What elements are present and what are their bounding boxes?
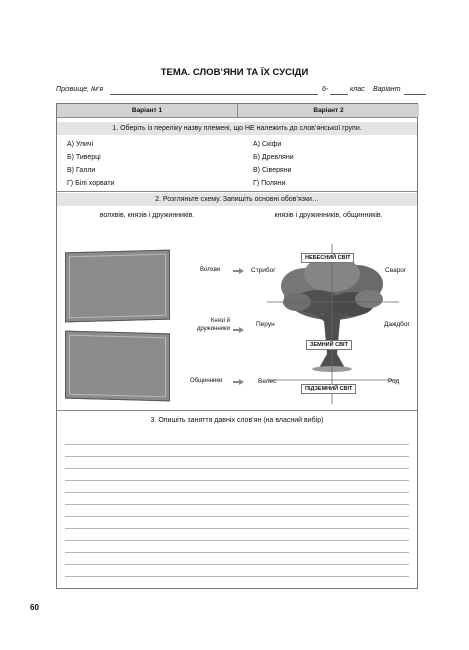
writing-line — [65, 468, 409, 469]
writing-line — [65, 456, 409, 457]
question-2-text: 2. Розгляньте схему. Запишіть основні обов’язки… — [57, 193, 417, 206]
god-dazhbog: Даждбог — [384, 321, 410, 328]
writing-line — [65, 528, 409, 529]
variant-1-options — [67, 138, 115, 190]
page-number: 60 — [30, 603, 39, 612]
world-label-heaven: НЕБЕСНИЙ СВІТ — [301, 253, 354, 263]
god-stribog: Стрибог — [251, 267, 276, 274]
writing-line — [65, 576, 409, 577]
option-v2-d[interactable]: Г) Поляни — [253, 180, 286, 187]
option-v1-a[interactable]: А) Уличі — [67, 141, 94, 148]
divider — [57, 410, 417, 411]
god-rod: Род — [388, 378, 400, 385]
grade-label: клас — [350, 86, 365, 93]
option-v1-d[interactable]: Г) Білі хорвати — [67, 180, 115, 187]
writing-line — [65, 540, 409, 541]
divider — [57, 191, 417, 192]
answer-board-1[interactable] — [65, 250, 170, 323]
writing-line — [65, 492, 409, 493]
god-perun: Перун — [256, 321, 275, 328]
question-1-text: 1. Оберіть із переліку назву племені, що НЕ належить до слов’янської групи. — [57, 122, 417, 135]
worksheet-table — [56, 103, 418, 589]
option-v1-c[interactable]: В) Галли — [67, 167, 96, 174]
variant-2-options — [253, 138, 294, 190]
divider — [57, 117, 417, 118]
option-v2-b[interactable]: Б) Древляни — [253, 154, 294, 161]
god-veles: Велес — [258, 378, 277, 385]
column-divider — [237, 104, 238, 117]
writing-line — [65, 504, 409, 505]
world-label-earth: ЗЕМНИЙ СВІТ — [306, 340, 352, 350]
option-v1-b[interactable]: Б) Тиверці — [67, 154, 101, 161]
name-field[interactable] — [110, 94, 318, 95]
writing-line — [65, 564, 409, 565]
group-label-princes: Князі й дружинники — [196, 318, 230, 332]
group-label-volkhvy: Волхви — [200, 267, 221, 273]
answer-board-2[interactable] — [65, 331, 170, 402]
variant-2-header: Варіант 2 — [238, 104, 419, 117]
question-2-variant-2-subhead: князів і дружинників, общинників. — [274, 212, 383, 219]
god-svarog: Сварог — [385, 267, 407, 274]
name-label: Прізвище, Ім’я — [56, 86, 104, 93]
variant-1-header: Варіант 1 — [57, 104, 237, 117]
question-2-variant-1-subhead: волхвів, князів і дружинників. — [99, 212, 195, 219]
writing-line — [65, 444, 409, 445]
name-field-label — [56, 86, 103, 93]
world-label-underworld: ПІДЗЕМНИЙ СВІТ — [301, 384, 356, 394]
writing-line — [65, 516, 409, 517]
arrow-icon — [239, 379, 244, 385]
grade-prefix: 6- — [322, 86, 329, 93]
variant-label: Варіант — [373, 86, 401, 93]
page-title: ТЕМА. СЛОВ’ЯНИ ТА ЇХ СУСІДИ — [160, 67, 309, 78]
group-label-community: Общинники — [190, 378, 223, 384]
arrow-icon — [239, 268, 244, 274]
option-v2-a[interactable]: А) Скіфи — [253, 141, 282, 148]
writing-line — [65, 552, 409, 553]
question-3-text: 3. Опишіть заняття давніх слов’ян (на власний вибір) — [150, 417, 324, 424]
writing-line — [65, 480, 409, 481]
grade-field[interactable] — [330, 94, 348, 95]
arrow-icon — [239, 327, 244, 333]
variant-field[interactable] — [404, 94, 426, 95]
option-v2-c[interactable]: В) Сіверяни — [253, 167, 292, 174]
